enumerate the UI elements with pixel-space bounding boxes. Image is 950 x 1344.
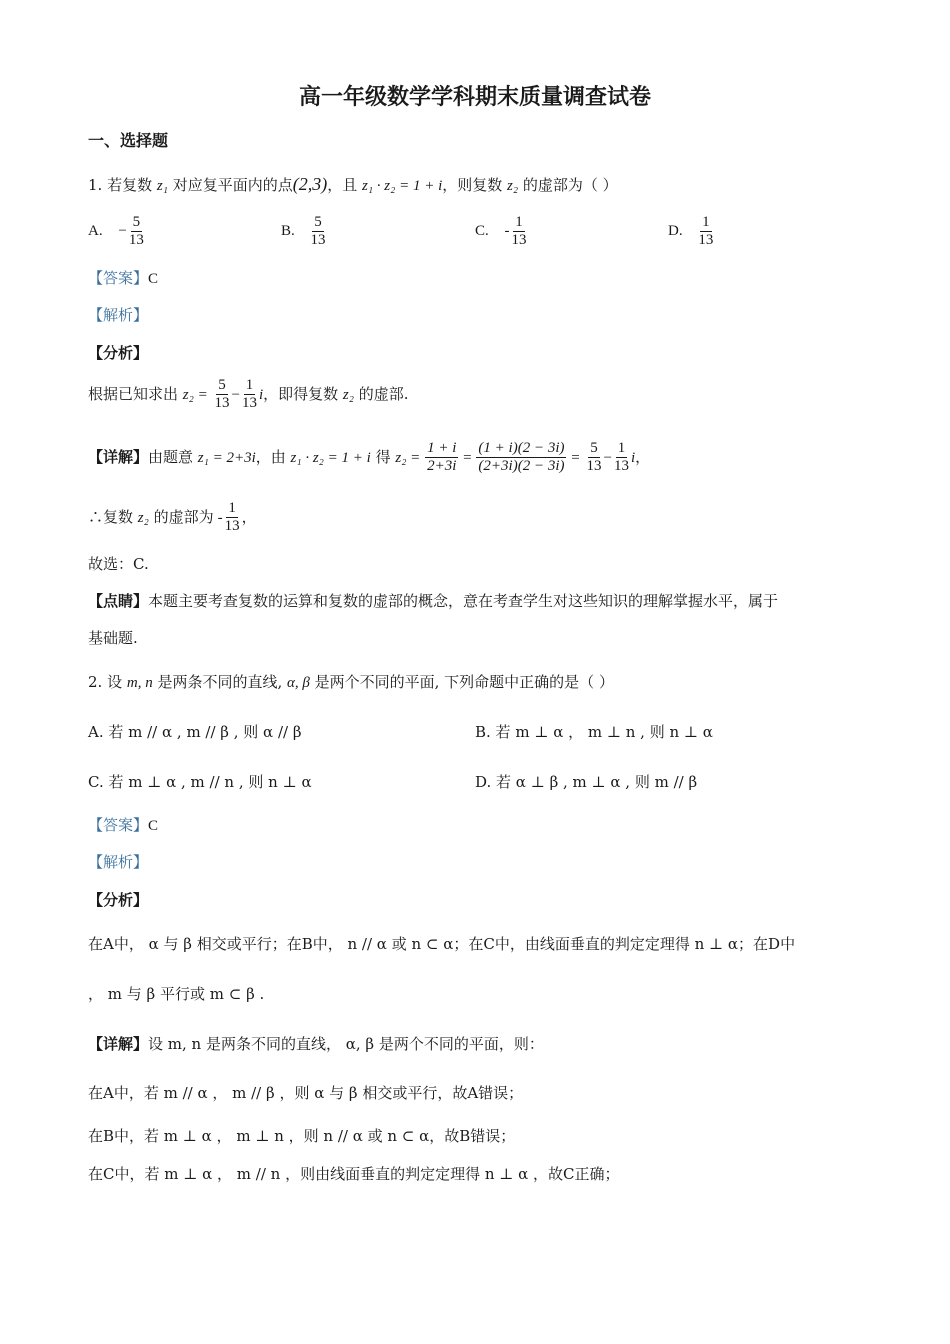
fraction: $\frac{1}{13}$	[224, 500, 240, 535]
fraction: $\frac{5}{13}$	[214, 377, 230, 412]
q2-option-a: A. 若 m // α , m // β , 则 α // β	[88, 723, 302, 741]
fraction: $\frac{1}{13}$	[511, 214, 527, 249]
fraction: $\frac{5}{13}$	[128, 214, 144, 249]
q2-fenxi-label: 【分析】	[88, 891, 149, 909]
q2-detail-a: 在A中，若 m // α ， m // β ，则 α 与 β 相交或平行，故A错误；	[88, 1084, 524, 1102]
q1-jiexi-label: 【解析】	[88, 306, 149, 324]
fraction: $\frac{5}{13}$	[586, 440, 602, 475]
q1-therefore: ∴复数 z₂ 的虚部为 - $\frac{1}{13}$ ，	[88, 500, 257, 535]
q1-detail: 【详解】由题意 z₁ = 2+3i，由 z₁ · z₂ = 1 + i 得 z₂ = $\frac{1 + i}{2+3i}$ = $\frac{(1 + i)(2 - 3i)}{(2+3i)(2 - 3i)}$ = $\frac{5}{13}$ − $\frac{1}{13}$ i，	[88, 440, 651, 475]
q1-dianjing-cont: 基础题.	[88, 629, 138, 647]
fraction: $\frac{(1 + i)(2 - 3i)}{(2+3i)(2 - 3i)}$	[478, 440, 565, 475]
q2-answer: 【答案】C	[88, 816, 159, 834]
q1-dianjing: 【点睛】本题主要考查复数的运算和复数的虚部的概念，意在考查学生对这些知识的理解掌握水平，属于	[88, 592, 779, 610]
q2-fenxi-line2: ， m 与 β 平行或 m ⊂ β .	[88, 985, 265, 1003]
section-heading-choice: 一、选择题	[88, 131, 169, 150]
q2-stem: 2. 设 m, n 是两条不同的直线, α, β 是两个不同的平面, 下列命题中正确的是（ ）	[88, 673, 614, 691]
q1-fenxi-text: 根据已知求出 z₂ = $\frac{5}{13}$ − $\frac{1}{13}$ i，即得复数 z₂ 的虚部.	[88, 377, 409, 412]
fraction: $\frac{1}{13}$	[241, 377, 257, 412]
q1-stem: 1. 若复数 z₁ 对应复平面内的点(2,3)，且 z₁ · z₂ = 1 + i，则复数 z₂ 的虚部为（ ）	[88, 174, 618, 194]
fraction: $\frac{1}{13}$	[613, 440, 629, 475]
q1-option-b: B. $\frac{5}{13}$	[281, 214, 326, 249]
q2-detail-intro: 【详解】设 m, n 是两条不同的直线， α, β 是两个不同的平面，则：	[88, 1035, 544, 1053]
fraction: $\frac{1 + i}{2+3i}$	[427, 440, 457, 475]
q1-option-a: A. − $\frac{5}{13}$	[88, 214, 144, 249]
q1-option-c: C. - $\frac{1}{13}$	[475, 214, 527, 249]
q2-detail-c: 在C中，若 m ⊥ α ， m // n ，则由线面垂直的判定定理得 n ⊥ α ，故C正确；	[88, 1165, 620, 1183]
q1-answer: 【答案】C	[88, 269, 159, 287]
q2-fenxi-line1: 在A中， α 与 β 相交或平行；在B中， n // α 或 n ⊂ α；在C中，由线面垂直的判定定理得 n ⊥ α；在D中	[88, 935, 796, 953]
q1-option-d: D. $\frac{1}{13}$	[668, 214, 714, 249]
q1-conclusion: 故选：C.	[88, 555, 149, 573]
page-title: 高一年级数学学科期末质量调查试卷	[298, 84, 651, 110]
q2-option-c: C. 若 m ⊥ α , m // n , 则 n ⊥ α	[88, 773, 312, 791]
fraction: $\frac{1}{13}$	[698, 214, 714, 249]
q2-option-d: D. 若 α ⊥ β , m ⊥ α , 则 m // β	[475, 773, 698, 791]
fraction: $\frac{5}{13}$	[310, 214, 326, 249]
q2-jiexi-label: 【解析】	[88, 853, 149, 871]
q1-fenxi-label: 【分析】	[88, 344, 149, 362]
q2-option-b: B. 若 m ⊥ α ， m ⊥ n , 则 n ⊥ α	[475, 723, 713, 741]
q2-detail-b: 在B中，若 m ⊥ α ， m ⊥ n ，则 n // α 或 n ⊂ α，故B错误；	[88, 1127, 516, 1145]
